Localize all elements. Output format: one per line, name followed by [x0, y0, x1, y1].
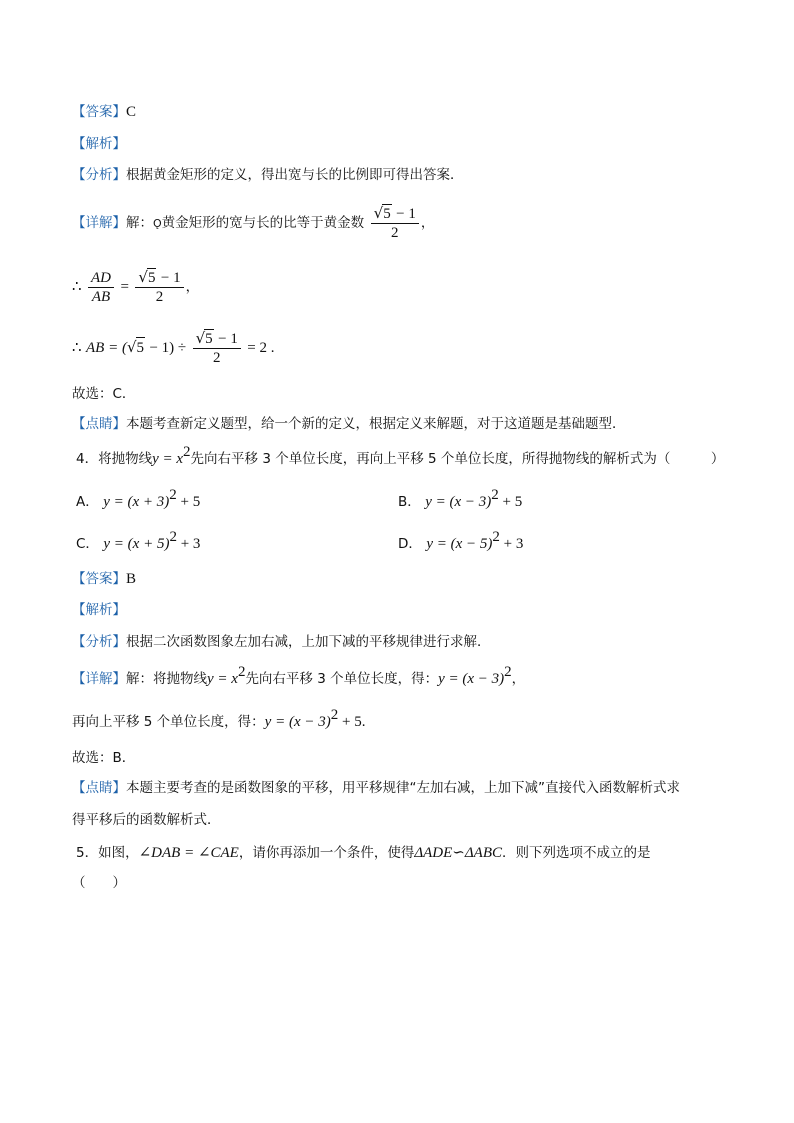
q3-comment-line — [72, 414, 626, 434]
q5-stem-pre: 5．如图， — [76, 845, 139, 861]
line2-pre: 再向上平移 5 个单位长度，得： — [72, 714, 265, 730]
ab-result: = 2 . — [247, 340, 275, 356]
denominator-two: 2 — [212, 350, 221, 366]
analysis-tag: 【解析】 — [72, 136, 126, 152]
opt-d-formula: y = (x − 5) — [426, 536, 493, 552]
detail-mid: 先向右平移 3 个单位长度，得： — [245, 671, 439, 687]
comment-tag: 【点睛】 — [72, 780, 126, 796]
q4-analysis-line — [72, 600, 126, 620]
opt-a-label: A． — [76, 494, 99, 510]
exponent: 2 — [492, 529, 500, 545]
therefore-symbol: ∴ — [72, 340, 82, 356]
q4-option-b — [398, 487, 523, 512]
line2-eq: y = (x − 3) — [264, 714, 331, 730]
detail-eq: y = (x − 3) — [438, 671, 505, 687]
q4-comment-line — [72, 778, 680, 798]
q4-option-a — [76, 487, 201, 512]
denominator-two: 2 — [155, 289, 164, 305]
opt-c-label: C． — [76, 536, 99, 552]
q4-comment-line-2 — [72, 810, 221, 830]
q3-detail-line — [72, 204, 434, 242]
exponent: 2 — [504, 664, 512, 680]
q4-option-d — [398, 529, 524, 554]
q4-choose-line — [72, 748, 135, 768]
q5-paren-line — [72, 873, 126, 893]
similar-triangles: ΔADE∽ΔABC — [414, 845, 503, 861]
answer-tag: 【答案】 — [72, 104, 126, 120]
comment-text: 本题考查新定义题型，给一个新的定义，根据定义来解题，对于这道题是基础题型． — [126, 416, 626, 432]
sqrt-five: 5 — [147, 270, 156, 286]
fenxi-text: 根据二次函数图象左加右减，上加下减的平移规律进行求解． — [126, 634, 491, 650]
q4-stem-post: 先向右平移 3 个单位长度，再向上平移 5 个单位长度，所得抛物线的解析式为（ ） — [190, 451, 725, 467]
choose-text: 故选：C． — [72, 386, 136, 402]
q5-stem-post: ．则下列选项不成立的是 — [502, 845, 651, 861]
minus-one: − 1 — [218, 331, 238, 347]
equals: = — [120, 279, 129, 295]
detail-pre: 解： — [126, 215, 153, 231]
yx2-formula: y = x — [152, 451, 184, 467]
minus-one: − 1 — [160, 270, 181, 286]
line2-tail: + 5. — [338, 714, 366, 730]
because-symbol: Ǫ — [153, 217, 162, 230]
therefore-symbol: ∴ — [72, 279, 82, 295]
comment-text-1: 本题主要考查的是函数图象的平移，用平移规律“左加右减，上加下减”直接代入函数解析式求 — [126, 780, 680, 796]
q3-analysis-line — [72, 134, 126, 154]
denominator-two: 2 — [390, 225, 399, 241]
golden-ratio-fraction-2: $\frac{√5 - 1}{2}$ — [135, 268, 183, 306]
golden-ratio-fraction-3: $\frac{√5 - 1}{2}$ — [193, 329, 241, 367]
opt-c-tail: + 3 — [176, 536, 201, 552]
minus-one: − 1 — [396, 206, 416, 222]
opt-d-label: D． — [398, 536, 422, 552]
q3-ab-line: ∴ AB = (√5 − 1) ÷ $\frac{√5 - 1}{2}$ = 2 . — [72, 329, 275, 366]
opt-b-tail: + 5 — [498, 494, 523, 510]
answer-value: C — [126, 104, 137, 120]
q3-ratio-line — [72, 268, 199, 306]
opt-c-formula: y = (x + 5) — [103, 536, 170, 552]
detail-tag: 【详解】 — [72, 215, 126, 231]
comment-text-2: 得平移后的函数解析式． — [72, 812, 221, 828]
opt-a-tail: + 5 — [176, 494, 201, 510]
frac-ab: AB — [91, 288, 111, 305]
detail-tag: 【详解】 — [72, 671, 126, 687]
q4-stem — [76, 444, 725, 469]
opt-a-formula: y = (x + 3) — [103, 494, 170, 510]
golden-ratio-fraction: $\frac{√5 - 1}{2}$ — [371, 204, 419, 242]
ab-mid: − 1) ÷ — [149, 340, 187, 356]
exponent: 2 — [330, 707, 339, 723]
q4-fenxi-line — [72, 632, 491, 652]
opt-b-formula: y = (x − 3) — [425, 494, 492, 510]
q5-stem-mid: ，请你再添加一个条件，使得 — [238, 845, 415, 861]
sqrt-five: 5 — [136, 337, 146, 358]
detail-pre: 解：将抛物线 — [126, 671, 207, 687]
sqrt-five: 5 — [383, 206, 391, 222]
q4-detail-line-2 — [72, 707, 366, 732]
comma: ， — [420, 215, 435, 231]
fenxi-tag: 【分析】 — [72, 167, 126, 183]
answer-paren: （ ） — [72, 875, 126, 891]
q4-option-c — [76, 529, 201, 554]
fenxi-tag: 【分析】 — [72, 634, 126, 650]
exponent: 2 — [491, 487, 499, 503]
exponent: 2 — [169, 529, 177, 545]
comma: ， — [185, 279, 200, 295]
opt-d-tail: + 3 — [499, 536, 524, 552]
frac-ad: AD — [88, 269, 114, 288]
detail-end: ， — [511, 671, 526, 687]
exponent: 2 — [169, 487, 177, 503]
fenxi-text: 根据黄金矩形的定义，得出宽与长的比例即可得出答案． — [126, 167, 464, 183]
choose-text: 故选：B． — [72, 750, 136, 766]
q3-answer-line — [72, 102, 136, 122]
q5-stem — [76, 843, 651, 863]
detail-text: 黄金矩形的宽与长的比等于黄金数 — [161, 215, 365, 231]
comment-tag: 【点睛】 — [72, 416, 126, 432]
q4-stem-pre: 4．将抛物线 — [76, 451, 153, 467]
sqrt-five: 5 — [205, 331, 213, 347]
q4-detail-line — [72, 664, 526, 689]
opt-b-label: B． — [398, 494, 421, 510]
answer-value: B — [126, 571, 137, 587]
answer-tag: 【答案】 — [72, 571, 126, 587]
angle-equation: ∠DAB = ∠CAE — [138, 845, 239, 861]
analysis-tag: 【解析】 — [72, 602, 126, 618]
exponent: 2 — [237, 664, 246, 680]
ad-ab-fraction — [88, 269, 114, 306]
exponent: 2 — [183, 444, 191, 460]
q3-choose-line — [72, 384, 135, 404]
q3-fenxi-line — [72, 165, 464, 185]
yx2-formula: y = x — [207, 671, 238, 687]
ab-eq: AB = ( — [86, 340, 127, 356]
q4-answer-line — [72, 569, 136, 589]
